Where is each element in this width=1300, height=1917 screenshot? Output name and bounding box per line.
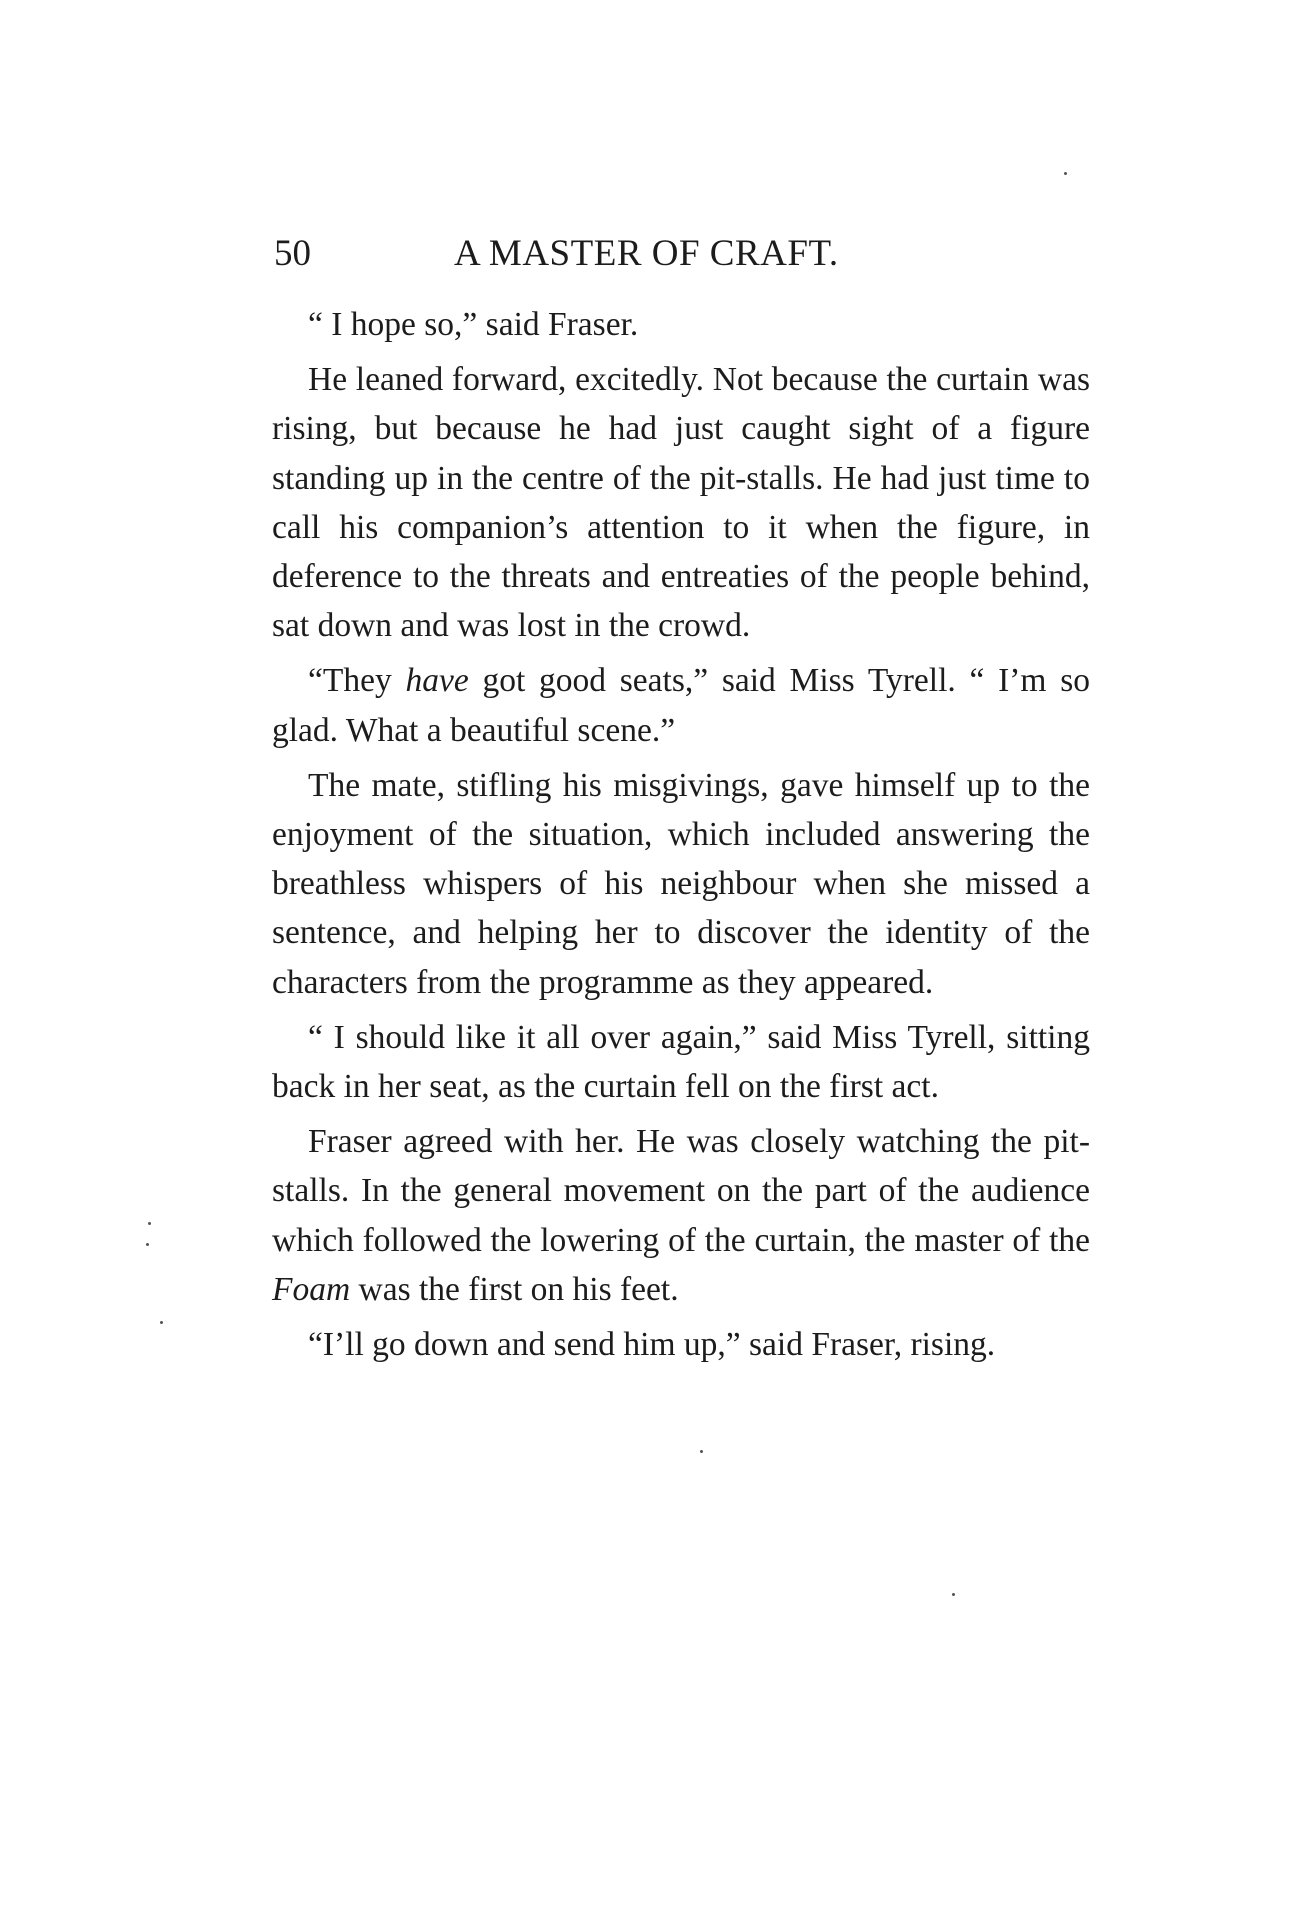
paragraph-2-text: He leaned forward, excitedly. Not because the curtain was rising, but because he had just caught sight of a figure standing up in the centre of the pit-stalls. He had just time to call his companion’s attention to it when the figure, in deference to the threats and entreaties of the people behind, sat down and was lost in the crowd. (272, 361, 1090, 645)
paragraph-3-emphasis: have (405, 662, 469, 700)
paragraph-5-text: “ I should like it all over again,” said Miss Tyrell, sitting back in her seat, as the curtain fell on the first act. (272, 1018, 1090, 1106)
scan-speck (148, 1222, 151, 1225)
paragraph-4-text: The mate, stifling his misgivings, gave himself up to the enjoyment of the situation, which included answering the breathless whispers of his neighbour when she missed a sentence, and helping her to discover the identity of the characters from the programme as they appeared. (272, 766, 1090, 1001)
paragraph-3-text-after: got good seats,” said Miss Tyrell. “ I’m so glad. What a beautiful scene.” (272, 662, 1091, 749)
paragraph-6-text-before: Fraser agreed with her. He was closely watching the pit-stalls. In the general movement on the part of the audience which followed the lowering of the curtain, the master of the (272, 1123, 1090, 1259)
scan-speck (700, 1450, 703, 1453)
paragraph-7 (272, 1320, 1090, 1369)
page-header (274, 232, 1090, 276)
paragraph-6-text-after: was the first on his feet. (350, 1270, 679, 1308)
paragraph-5 (272, 1013, 1090, 1111)
paragraph-1 (272, 300, 1090, 349)
body-text (272, 300, 1090, 1369)
paragraph-1-text: “ I hope so,” said Fraser. (308, 306, 639, 343)
paragraph-3-text-before: “They (308, 662, 406, 700)
scan-speck (952, 1593, 955, 1596)
paragraph-3 (272, 656, 1090, 754)
scan-speck (146, 1243, 149, 1246)
paragraph-6 (272, 1117, 1090, 1314)
paragraph-4 (272, 761, 1090, 1007)
paragraph-2 (272, 355, 1090, 650)
running-title: A MASTER OF CRAFT. (454, 233, 839, 274)
paragraph-6-emphasis: Foam (272, 1270, 351, 1308)
scan-speck (160, 1321, 163, 1324)
paragraph-7-text: “I’ll go down and send him up,” said Fraser, rising. (308, 1326, 996, 1364)
page-number: 50 (274, 233, 311, 274)
scan-speck (1064, 172, 1067, 175)
